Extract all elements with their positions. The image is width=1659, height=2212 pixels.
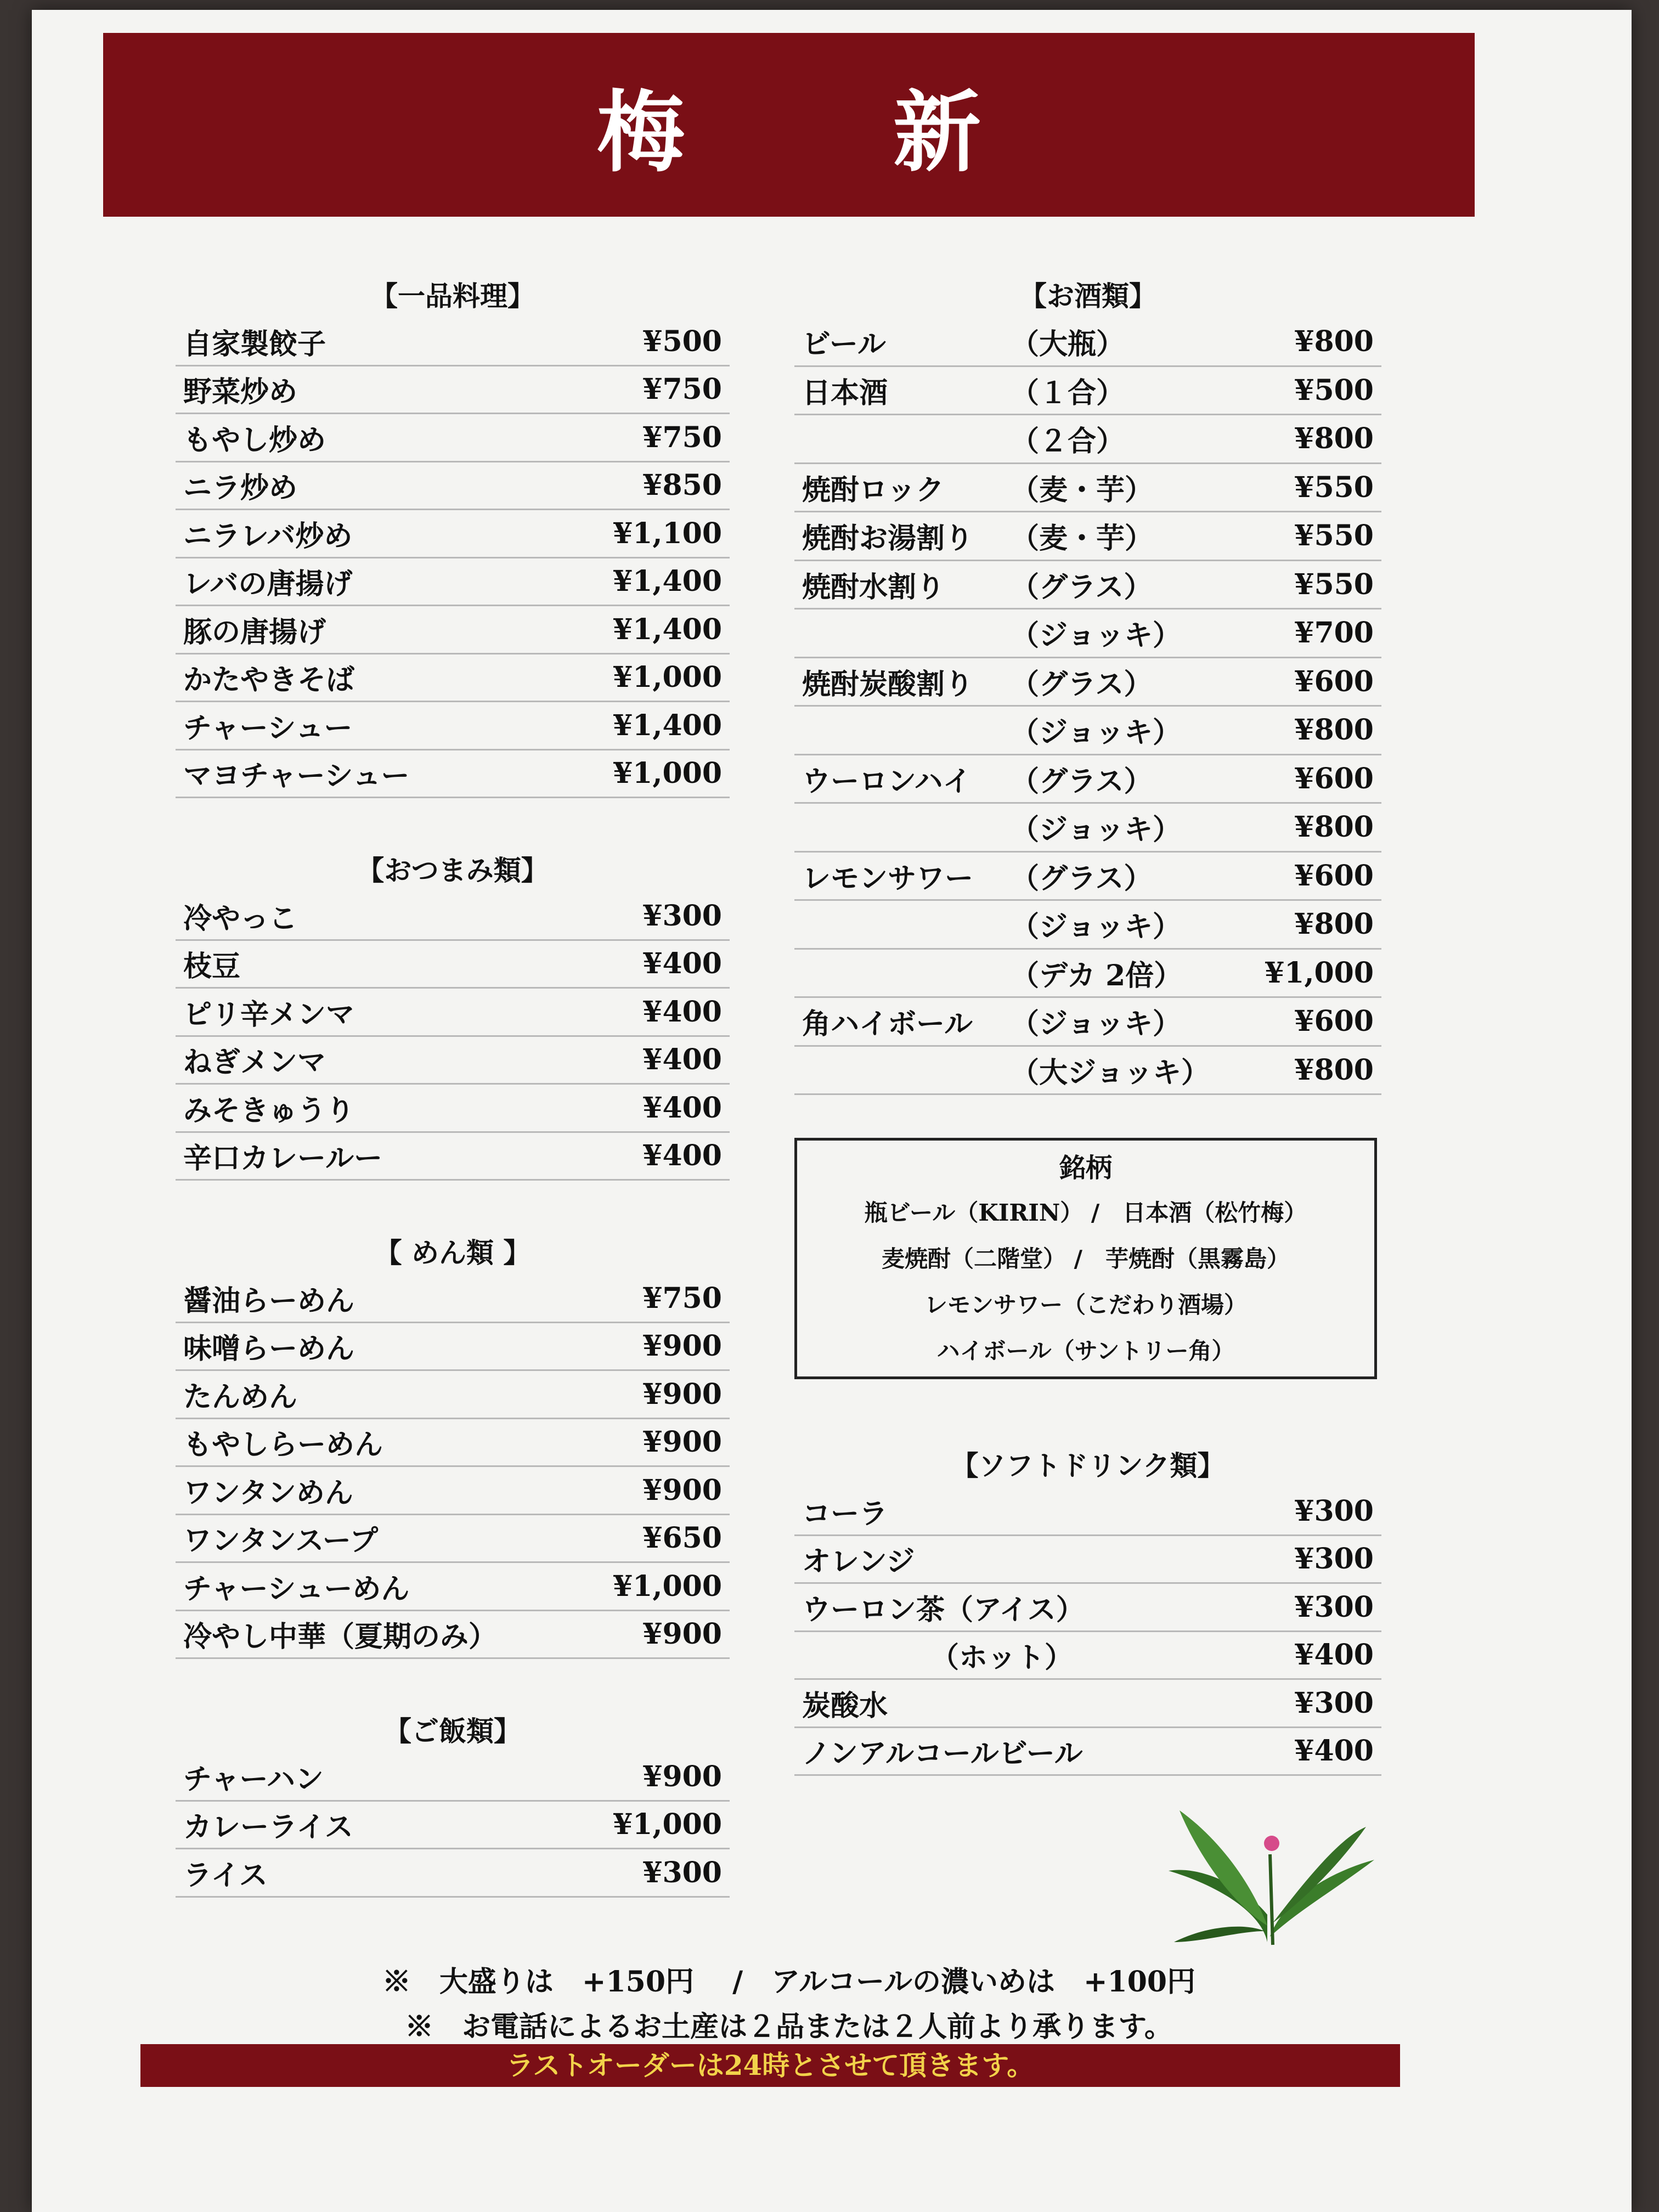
item-price: ¥300: [1294, 1494, 1374, 1528]
item-price: ¥400: [1294, 1638, 1374, 1672]
item-price: ¥650: [642, 1521, 722, 1555]
item-price: ¥300: [1294, 1542, 1374, 1576]
drink-item: [794, 853, 1381, 901]
menu-item: [176, 1753, 730, 1802]
soft-drink-section: [794, 1444, 1381, 1776]
item-name: ねぎメンマ: [183, 1046, 326, 1080]
drink-name: 日本酒: [802, 376, 888, 410]
drink-price: ¥550: [1294, 470, 1374, 504]
item-name: 炭酸水: [802, 1689, 888, 1723]
leaf-decoration-icon: [1158, 1805, 1377, 1948]
menu-item: [176, 941, 730, 989]
item-name: カレーライス: [183, 1810, 353, 1844]
drink-name: 焼酎炭酸割り: [802, 667, 974, 701]
drink-column: [794, 274, 1381, 1826]
item-name: ノンアルコールビール: [802, 1737, 1083, 1771]
item-price: ¥400: [642, 995, 722, 1029]
soft-drink-item: [794, 1680, 1381, 1728]
item-name: ニラ炒め: [183, 471, 298, 505]
item-price: ¥900: [642, 1759, 722, 1793]
item-name: （ホット）: [802, 1641, 1074, 1675]
item-name: もやし炒め: [183, 423, 326, 457]
item-name: 豚の唐揚げ: [183, 615, 326, 649]
drink-price: ¥1,000: [1264, 956, 1374, 990]
drink-item: [794, 512, 1381, 561]
item-name: オレンジ: [802, 1545, 915, 1579]
drink-item: [794, 998, 1381, 1047]
drink-item: [794, 415, 1381, 464]
notes: [103, 1960, 1475, 2050]
item-price: ¥300: [642, 1855, 722, 1889]
item-name: 味噌らーめん: [183, 1332, 355, 1366]
item-price: ¥900: [642, 1425, 722, 1459]
shop-name: 梅 新: [596, 80, 1041, 184]
item-price: ¥400: [642, 1139, 722, 1173]
menu-item: [176, 318, 730, 366]
section-title: 【ご飯類】: [384, 1715, 521, 1747]
item-price: ¥900: [642, 1329, 722, 1363]
drink-size: （２合）: [1011, 425, 1125, 459]
drink-price: ¥800: [1294, 422, 1374, 456]
soft-drink-item: [794, 1584, 1381, 1632]
soft-drink-item: [794, 1488, 1381, 1536]
item-price: ¥400: [642, 1091, 722, 1125]
item-name: 枝豆: [183, 950, 241, 984]
item-name: たんめん: [183, 1380, 298, 1414]
item-name: ライス: [183, 1858, 268, 1892]
menu-item: [176, 462, 730, 511]
item-price: ¥850: [642, 469, 722, 503]
menu-item: [176, 989, 730, 1037]
item-price: ¥300: [642, 899, 722, 933]
item-name: ワンタンめん: [183, 1476, 353, 1510]
item-price: ¥400: [642, 947, 722, 981]
drink-name: ウーロンハイ: [802, 764, 972, 798]
food-column: [176, 274, 730, 1948]
item-price: ¥900: [642, 1473, 722, 1507]
menu-item: [176, 558, 730, 607]
drink-size: （大瓶）: [1011, 328, 1125, 362]
drink-price: ¥700: [1294, 616, 1374, 650]
menu-item: [176, 414, 730, 462]
item-name: チャーシュー: [183, 711, 353, 745]
item-name: みそきゅうり: [183, 1093, 355, 1127]
drink-price: ¥800: [1294, 1053, 1374, 1087]
drink-item: [794, 950, 1381, 998]
note-line: ※ お電話によるお土産は２品または２人前より承ります。: [405, 2010, 1173, 2044]
drink-price: ¥600: [1294, 859, 1374, 893]
brand-box: [794, 1138, 1377, 1379]
drink-size: （ジョッキ）: [1011, 716, 1181, 750]
menu-item: [176, 893, 730, 941]
item-name: 冷やっこ: [183, 901, 298, 935]
brand-line: ハイボール（サントリー角）: [936, 1338, 1235, 1364]
menu-item: [176, 702, 730, 751]
item-price: ¥900: [642, 1617, 722, 1651]
drink-size: （麦・芋）: [1011, 473, 1154, 507]
menu-item: [176, 1611, 730, 1660]
menu-item: [176, 1085, 730, 1133]
section-title: 【お酒類】: [1019, 280, 1156, 312]
drink-name: ビール: [802, 328, 886, 362]
drink-size: （グラス）: [1011, 570, 1153, 604]
menu-item: [176, 1849, 730, 1898]
item-price: ¥900: [642, 1377, 722, 1411]
item-price: ¥750: [642, 1281, 722, 1315]
drink-item: [794, 367, 1381, 416]
alcohol-section: [794, 274, 1381, 1095]
item-price: ¥750: [642, 373, 722, 407]
food-section: [176, 274, 730, 798]
item-name: チャーシューめん: [183, 1572, 410, 1606]
brand-line: レモンサワー（こだわり酒場）: [924, 1291, 1247, 1318]
drink-price: ¥550: [1294, 567, 1374, 601]
menu-item: [176, 606, 730, 654]
drink-size: （ジョッキ）: [1011, 910, 1181, 944]
item-name: チャーハン: [183, 1762, 324, 1796]
item-price: ¥1,400: [612, 708, 722, 742]
brand-line: 瓶ビール（KIRIN） / 日本酒（松竹梅）: [864, 1199, 1307, 1226]
item-name: コーラ: [802, 1497, 888, 1531]
drink-name: 角ハイボール: [802, 1007, 973, 1041]
item-price: ¥1,400: [612, 565, 722, 599]
drink-size: （グラス）: [1011, 667, 1153, 701]
menu-item: [176, 1467, 730, 1515]
drink-price: ¥800: [1294, 325, 1374, 359]
drink-size: （グラス）: [1011, 764, 1153, 798]
soft-drink-item: [794, 1728, 1381, 1776]
menu-item: [176, 751, 730, 799]
section-title: 【おつまみ類】: [357, 854, 549, 887]
drink-item: [794, 561, 1381, 610]
drink-size: （１合）: [1011, 376, 1125, 410]
drink-price: ¥500: [1294, 373, 1374, 407]
soft-drink-item: [794, 1632, 1381, 1680]
drink-item: [794, 707, 1381, 755]
item-name: 冷やし中華（夏期のみ）: [183, 1620, 498, 1654]
drink-size: （ジョッキ）: [1011, 619, 1181, 653]
item-price: ¥1,000: [612, 661, 722, 695]
header-band: [103, 33, 1475, 217]
item-name: ウーロン茶（アイス）: [802, 1593, 1085, 1627]
drink-size: （デカ 2倍）: [1011, 958, 1183, 992]
section-title: 【一品料理】: [370, 280, 535, 312]
menu-item: [176, 366, 730, 415]
menu-item: [176, 1802, 730, 1850]
item-name: ワンタンスープ: [183, 1524, 379, 1558]
drink-item: [794, 658, 1381, 707]
item-name: 野菜炒め: [183, 375, 298, 409]
item-name: レバの唐揚げ: [183, 567, 353, 601]
item-price: ¥300: [1294, 1686, 1374, 1720]
item-price: ¥1,000: [612, 1808, 722, 1842]
drink-size: （麦・芋）: [1011, 522, 1154, 556]
drink-size: （大ジョッキ）: [1011, 1056, 1210, 1090]
menu-item: [176, 1419, 730, 1468]
menu-item: [176, 1371, 730, 1419]
menu-item: [176, 1323, 730, 1372]
drink-price: ¥800: [1294, 810, 1374, 844]
item-price: ¥1,000: [612, 757, 722, 791]
menu-item: [176, 1275, 730, 1323]
item-name: もやしらーめん: [183, 1428, 383, 1462]
menu-item: [176, 654, 730, 703]
item-name: マヨチャーシュー: [183, 759, 410, 793]
item-name: かたやきそば: [183, 663, 355, 697]
drink-item: [794, 1047, 1381, 1096]
menu-item: [176, 1563, 730, 1611]
item-price: ¥1,000: [612, 1569, 722, 1603]
drink-price: ¥550: [1294, 519, 1374, 553]
drink-price: ¥600: [1294, 664, 1374, 698]
drink-item: [794, 610, 1381, 658]
food-section: [176, 849, 730, 1181]
food-section: [176, 1231, 730, 1659]
brand-line: 麦焼酎（二階堂） / 芋焼酎（黒霧島）: [882, 1245, 1290, 1272]
item-name: 自家製餃子: [183, 327, 326, 361]
item-price: ¥400: [1294, 1734, 1374, 1768]
item-name: ピリ辛メンマ: [183, 997, 355, 1031]
drink-item: [794, 318, 1381, 367]
drink-price: ¥800: [1294, 907, 1374, 941]
item-price: ¥1,400: [612, 612, 722, 646]
menu-item: [176, 510, 730, 558]
item-name: 醤油らーめん: [183, 1284, 355, 1318]
drink-size: （ジョッキ）: [1011, 1007, 1181, 1041]
drink-size: （グラス）: [1011, 861, 1153, 895]
drink-price: ¥600: [1294, 761, 1374, 795]
drink-name: 焼酎水割り: [802, 570, 945, 604]
item-price: ¥750: [642, 420, 722, 454]
drink-name: 焼酎ロック: [802, 473, 944, 507]
section-title: 【 めん類 】: [374, 1237, 531, 1269]
menu-item: [176, 1515, 730, 1564]
drink-item: [794, 755, 1381, 804]
soft-drink-item: [794, 1536, 1381, 1584]
drink-name: レモンサワー: [802, 861, 974, 895]
item-price: ¥1,100: [612, 516, 722, 550]
item-name: 辛口カレールー: [183, 1142, 382, 1176]
note-line: ※ 大盛りは +150円 / アルコールの濃いめは +100円: [382, 1965, 1196, 1999]
item-price: ¥300: [1294, 1590, 1374, 1624]
section-title: 【ソフトドリンク類】: [951, 1449, 1225, 1482]
menu-item: [176, 1037, 730, 1085]
menu-item: [176, 1133, 730, 1181]
drink-price: ¥600: [1294, 1005, 1374, 1039]
food-section: [176, 1709, 730, 1898]
drink-price: ¥800: [1294, 713, 1374, 747]
item-price: ¥500: [642, 324, 722, 358]
drink-name: 焼酎お湯割り: [802, 522, 974, 556]
drink-size: （ジョッキ）: [1011, 813, 1181, 847]
drink-item: [794, 464, 1381, 513]
brand-title: 銘柄: [1059, 1153, 1112, 1183]
item-price: ¥400: [642, 1043, 722, 1077]
drink-item: [794, 804, 1381, 853]
drink-item: [794, 901, 1381, 950]
last-order-banner: ラストオーダーは24時とさせて頂きます。: [140, 2044, 1400, 2087]
item-name: ニラレバ炒め: [183, 519, 353, 553]
